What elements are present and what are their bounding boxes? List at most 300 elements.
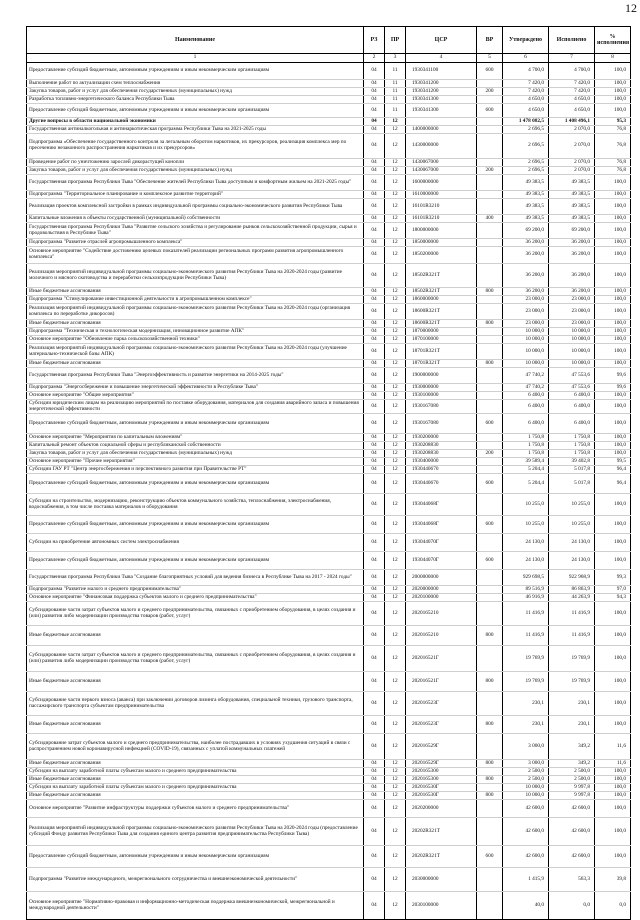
row-csr: 1930208830 [406, 442, 477, 450]
row-vr [477, 199, 503, 215]
row-approved: 7 420,0 [503, 88, 549, 96]
row-csr: 202016521Г [406, 672, 477, 692]
row-vr [477, 400, 503, 414]
row-csr: 18502R321Т [406, 264, 477, 288]
row-approved: 4 650,0 [503, 96, 549, 104]
row-executed: 10 000,0 [549, 360, 595, 368]
row-name: Предоставление субсидий бюджетным, автономным учреждениям и иным некоммерческим организациям [27, 516, 364, 534]
row-pr: 11 [385, 96, 406, 104]
row-pr: 12 [385, 800, 406, 818]
row-rz: 04 [364, 818, 385, 846]
row-vr [477, 586, 503, 594]
row-approved: 11 416,9 [503, 602, 549, 626]
row-name: Иные бюджетные ассигнования [27, 716, 364, 734]
row-rz: 04 [364, 626, 385, 646]
row-pr: 12 [385, 288, 406, 296]
row-percent: 99,6 [595, 368, 631, 384]
row-percent: 100,0 [595, 392, 631, 400]
row-vr [477, 602, 503, 626]
row-executed: 23 000,0 [549, 296, 595, 304]
row-percent: 100,0 [595, 336, 631, 344]
table-row [27, 776, 631, 784]
row-csr: 1600000000 [406, 175, 477, 191]
row-pr: 12 [385, 296, 406, 304]
row-rz: 04 [364, 552, 385, 570]
table-row [27, 800, 631, 818]
row-approved: 3 000,0 [503, 760, 549, 768]
row-approved: 5 204,4 [503, 474, 549, 494]
row-percent: 100,0 [595, 792, 631, 800]
row-percent: 76,8 [595, 167, 631, 175]
row-rz: 04 [364, 239, 385, 247]
page-number: 12 [625, 1, 637, 15]
row-executed: 7 420,0 [549, 88, 595, 96]
row-rz: 04 [364, 450, 385, 458]
row-rz: 04 [364, 199, 385, 215]
row-pr: 12 [385, 247, 406, 264]
row-rz: 04 [364, 768, 385, 776]
row-rz: 04 [364, 458, 385, 466]
row-approved: 2 696,5 [503, 167, 549, 175]
table-row [27, 646, 631, 672]
row-name: Предоставление субсидий бюджетным, автономным учреждениям и иным некоммерческим организациям [27, 474, 364, 494]
row-pr: 12 [385, 776, 406, 784]
row-name: Субсидирование части затрат субъектов малого и среднего предпринимательства, связанных с приобретением оборудования, в целях создания и (или) развития либо модернизации производства товаров (работ, услуг) [27, 646, 364, 672]
header-number: 1 [27, 54, 364, 63]
row-rz: 04 [364, 734, 385, 760]
row-pr: 12 [385, 784, 406, 792]
row-approved: 2 500,0 [503, 776, 549, 784]
row-executed: 349,2 [549, 734, 595, 760]
row-rz: 04 [364, 215, 385, 223]
table-row [27, 768, 631, 776]
row-percent: 100,0 [595, 328, 631, 336]
row-approved: 1 478 082,5 [503, 118, 549, 126]
table-row [27, 288, 631, 296]
row-executed: 4 700,0 [549, 63, 595, 80]
row-name: Субсидирование части первого взноса (аванса) при заключении договоров лизинга оборудования, специальной техники, грузового транспорта, пассажирского транспорта субъектам предпринимательства [27, 692, 364, 716]
row-pr: 11 [385, 63, 406, 80]
row-rz: 04 [364, 247, 385, 264]
row-executed: 11 416,9 [549, 602, 595, 626]
table-row [27, 118, 631, 126]
row-csr: 202016523Г [406, 692, 477, 716]
row-approved: 19 769,9 [503, 646, 549, 672]
header-vr: ВР [477, 27, 503, 54]
row-rz: 04 [364, 534, 385, 552]
row-vr [477, 239, 503, 247]
row-name: Субсидирование затрат субъектов малого и среднего предпринимательства, наиболее пострадавших в условиях ухудшения ситуаций в связи с распространением новой коронавирусной инфекцией (COVID-19), связанных с уплатой коммунальных платежей [27, 734, 364, 760]
row-approved: 36 200,0 [503, 264, 549, 288]
row-vr [477, 458, 503, 466]
row-vr [477, 304, 503, 320]
row-pr: 12 [385, 586, 406, 594]
row-pr: 12 [385, 466, 406, 474]
table-row [27, 239, 631, 247]
row-executed: 36 200,0 [549, 264, 595, 288]
row-csr: 1930100000 [406, 392, 477, 400]
table-row [27, 320, 631, 328]
row-rz: 04 [364, 646, 385, 672]
row-pr: 12 [385, 175, 406, 191]
row-pr: 12 [385, 474, 406, 494]
table-row [27, 336, 631, 344]
row-approved: 1 750,8 [503, 434, 549, 442]
row-csr: 2000000000 [406, 570, 477, 586]
row-csr: 193044068Г [406, 494, 477, 516]
row-approved: 36 200,0 [503, 239, 549, 247]
row-rz: 04 [364, 776, 385, 784]
row-rz: 04 [364, 846, 385, 868]
row-executed: 230,1 [549, 692, 595, 716]
row-vr [477, 692, 503, 716]
header-approved: Утверждено [503, 27, 549, 54]
row-pr: 12 [385, 602, 406, 626]
row-executed: 2 070,0 [549, 134, 595, 159]
row-rz: 04 [364, 792, 385, 800]
row-csr: 18701R321Т [406, 344, 477, 360]
row-percent: 99,6 [595, 384, 631, 392]
row-approved: 5 204,4 [503, 466, 549, 474]
row-percent: 95,3 [595, 118, 631, 126]
row-vr [477, 126, 503, 134]
table-row [27, 223, 631, 239]
row-percent: 100,0 [595, 223, 631, 239]
row-percent: 100,0 [595, 215, 631, 223]
table-row [27, 534, 631, 552]
row-executed: 19 769,9 [549, 672, 595, 692]
row-vr [477, 892, 503, 920]
row-approved: 10 255,0 [503, 516, 549, 534]
row-csr: 202016530Г [406, 784, 477, 792]
row-percent: 100,0 [595, 450, 631, 458]
row-csr: 2020165300 [406, 768, 477, 776]
row-percent: 100,0 [595, 692, 631, 716]
row-executed: 36 200,0 [549, 247, 595, 264]
row-name: Закупка товаров, работ и услуг для обеспечения государственных (муниципальных) нужд [27, 167, 364, 175]
row-name: Иные бюджетные ассигнования [27, 672, 364, 692]
row-vr [477, 223, 503, 239]
row-name: Подпрограмма "Стимулирование инвестиционной деятельности в агропромышленном комплексе" [27, 296, 364, 304]
row-csr: 202016529Г [406, 760, 477, 768]
row-csr: 2020165210 [406, 626, 477, 646]
row-vr [477, 784, 503, 792]
row-pr: 12 [385, 570, 406, 586]
row-rz: 04 [364, 167, 385, 175]
row-vr: 600 [477, 474, 503, 494]
table-row [27, 88, 631, 96]
row-executed: 39 402,8 [549, 458, 595, 466]
row-executed: 4 650,0 [549, 96, 595, 104]
row-vr: 800 [477, 716, 503, 734]
table-row [27, 602, 631, 626]
row-name: Основное мероприятие "Общие мероприятия" [27, 392, 364, 400]
row-approved: 89 516,9 [503, 586, 549, 594]
row-executed: 10 255,0 [549, 516, 595, 534]
row-vr [477, 96, 503, 104]
row-rz: 04 [364, 400, 385, 414]
row-rz: 04 [364, 288, 385, 296]
row-executed: 1 750,8 [549, 434, 595, 442]
row-executed: 36 200,0 [549, 288, 595, 296]
row-approved: 10 000,0 [503, 344, 549, 360]
row-percent: 11,6 [595, 734, 631, 760]
row-executed: 2 070,0 [549, 126, 595, 134]
row-name: Основное мероприятие "Содействие достижению целевых показателей реализации региональных программ развития агропромышленного комплекса" [27, 247, 364, 264]
row-name: Реализация мероприятий индивидуальной программы социально-экономического развития Республики Тыва на 2020-2024 годы (улучшение материально-технической базы АПК) [27, 344, 364, 360]
row-executed: 36 200,0 [549, 239, 595, 247]
row-rz: 04 [364, 800, 385, 818]
row-csr: 1930341300 [406, 96, 477, 104]
table-row [27, 63, 631, 80]
header-number: 3 [385, 54, 406, 63]
row-vr [477, 344, 503, 360]
row-rz: 04 [364, 760, 385, 768]
row-vr [477, 392, 503, 400]
row-csr: 1800000000 [406, 223, 477, 239]
row-vr [477, 868, 503, 892]
row-csr: 18600R321Т [406, 304, 477, 320]
row-csr: 16101R3210 [406, 199, 477, 215]
row-rz: 04 [364, 392, 385, 400]
table-row [27, 96, 631, 104]
row-vr: 200 [477, 88, 503, 96]
row-csr: 1930341200 [406, 88, 477, 96]
row-executed: 5 017,8 [549, 466, 595, 474]
row-vr [477, 384, 503, 392]
row-approved: 24 130,0 [503, 534, 549, 552]
row-vr [477, 264, 503, 288]
row-executed: 49 383,5 [549, 215, 595, 223]
row-pr: 12 [385, 716, 406, 734]
table-row [27, 594, 631, 602]
table-row [27, 846, 631, 868]
row-approved: 7 420,0 [503, 80, 549, 88]
row-percent: 100,0 [595, 552, 631, 570]
row-name: Подпрограмма "Развитие малого и среднего предпринимательства" [27, 586, 364, 594]
row-rz: 04 [364, 126, 385, 134]
table-row [27, 792, 631, 800]
row-name: Капитальный ремонт объектов социальной сферы и республиканской собственности [27, 442, 364, 450]
row-vr: 600 [477, 552, 503, 570]
row-percent: 100,0 [595, 191, 631, 199]
row-name: Иные бюджетные ассигнования [27, 792, 364, 800]
row-approved: 4 650,0 [503, 104, 549, 118]
row-executed: 1 408 496,1 [549, 118, 595, 126]
table-row [27, 264, 631, 288]
row-pr: 12 [385, 384, 406, 392]
row-name: Государственная антиналкогольная и антинаркотическая программа Республики Тыва на 2021-2025 годы [27, 126, 364, 134]
row-pr: 12 [385, 414, 406, 434]
row-percent: 100,0 [595, 247, 631, 264]
table-row [27, 760, 631, 768]
header-percent: % исполнения [595, 27, 631, 54]
row-percent: 100,0 [595, 320, 631, 328]
table-row [27, 516, 631, 534]
row-approved: 10 000,0 [503, 360, 549, 368]
table-row [27, 360, 631, 368]
table-row [27, 134, 631, 159]
row-csr [406, 118, 477, 126]
row-rz: 04 [364, 320, 385, 328]
row-executed: 563,3 [549, 868, 595, 892]
row-executed: 0,0 [549, 892, 595, 920]
row-name: Капитальные вложения в объекты государственной (муниципальной) собственности [27, 215, 364, 223]
row-approved: 46 916,9 [503, 594, 549, 602]
row-pr: 12 [385, 368, 406, 384]
row-percent: 100,0 [595, 784, 631, 792]
row-pr: 12 [385, 167, 406, 175]
row-name: Закупка товаров, работ и услуг для обеспечения государственных (муниципальных) нужд [27, 450, 364, 458]
row-approved: 40,0 [503, 892, 549, 920]
row-name: Иные бюджетные ассигнования [27, 760, 364, 768]
row-approved: 6 400,0 [503, 400, 549, 414]
row-csr: 202016523Г [406, 716, 477, 734]
row-name: Реализация мероприятий индивидуальной программы социально-экономического развития Республики Тыва на 2020-2024 годы (предоставление субсидий Фонду развития Республики Тыва для создания единого центра развития предпринимательства Республики Тыва) [27, 818, 364, 846]
row-approved: 23 000,0 [503, 304, 549, 320]
row-name: Иные бюджетные ассигнования [27, 776, 364, 784]
table-header [27, 27, 631, 63]
row-executed: 49 383,5 [549, 175, 595, 191]
row-percent: 100,0 [595, 516, 631, 534]
row-percent: 100,0 [595, 264, 631, 288]
header-name: Наименование [27, 27, 364, 54]
budget-execution-table-sheet [26, 26, 630, 911]
row-approved: 11 416,9 [503, 626, 549, 646]
row-executed: 230,1 [549, 716, 595, 734]
row-rz: 04 [364, 784, 385, 792]
row-pr: 12 [385, 734, 406, 760]
row-vr [477, 328, 503, 336]
row-executed: 4 650,0 [549, 104, 595, 118]
row-csr: 1930400000 [406, 458, 477, 466]
row-percent: 100,0 [595, 175, 631, 191]
row-approved: 10 000,0 [503, 784, 549, 792]
row-percent: 100,0 [595, 288, 631, 296]
row-percent: 100,0 [595, 344, 631, 360]
row-name: Подпрограмма "Территориальное планирование и комплексное развитие территорий" [27, 191, 364, 199]
row-vr: 600 [477, 846, 503, 868]
row-pr: 12 [385, 344, 406, 360]
row-name: Основное мероприятие "Прочие мероприятия" [27, 458, 364, 466]
table-row [27, 104, 631, 118]
row-name: Иные бюджетные ассигнования [27, 320, 364, 328]
row-approved: 6 400,0 [503, 392, 549, 400]
row-vr [477, 594, 503, 602]
row-name: Основное мероприятие "Мероприятия по капитальным вложениям" [27, 434, 364, 442]
row-csr: 2020165300 [406, 776, 477, 784]
row-approved: 49 383,5 [503, 175, 549, 191]
row-approved: 47 740,2 [503, 384, 549, 392]
row-approved: 23 000,0 [503, 296, 549, 304]
row-percent: 100,0 [595, 602, 631, 626]
row-rz: 04 [364, 104, 385, 118]
row-percent: 100,0 [595, 296, 631, 304]
header-rz: РЗ [364, 27, 385, 54]
table-row [27, 304, 631, 320]
row-approved: 2 696,5 [503, 159, 549, 167]
row-pr: 12 [385, 494, 406, 516]
row-rz: 04 [364, 602, 385, 626]
row-executed: 10 000,0 [549, 336, 595, 344]
row-vr [477, 818, 503, 846]
row-vr [477, 368, 503, 384]
row-rz: 04 [364, 134, 385, 159]
row-rz: 04 [364, 223, 385, 239]
row-name: Субсидии на строительство, модернизацию, реконструкцию объектов коммунального хозяйства, теплоснабжения, электроснабжения, водоснабжения, в том числе поставка материалов и оборудования [27, 494, 364, 516]
row-executed: 23 000,0 [549, 320, 595, 328]
row-pr: 12 [385, 134, 406, 159]
row-percent: 99,5 [595, 458, 631, 466]
row-rz: 04 [364, 80, 385, 88]
table-row [27, 570, 631, 586]
row-name: Основное мероприятие "Нормативно-правовая и информационно-методическая поддержка внешнеэкономической, межрегиональной и международной деятельности" [27, 892, 364, 920]
row-csr: 1930341300 [406, 104, 477, 118]
row-name: Предоставление субсидий бюджетным, автономным учреждениям и иным некоммерческим организациям [27, 104, 364, 118]
row-executed: 9 997,8 [549, 792, 595, 800]
row-pr: 12 [385, 792, 406, 800]
row-percent: 39,8 [595, 868, 631, 892]
row-pr: 12 [385, 626, 406, 646]
table-row [27, 734, 631, 760]
row-executed: 42 600,0 [549, 818, 595, 846]
row-approved: 49 383,5 [503, 215, 549, 223]
row-vr [477, 80, 503, 88]
row-vr [477, 336, 503, 344]
row-rz: 04 [364, 474, 385, 494]
row-rz: 04 [364, 88, 385, 96]
row-csr: 1400000000 [406, 126, 477, 134]
row-rz: 04 [364, 434, 385, 442]
row-executed: 49 383,5 [549, 199, 595, 215]
row-csr: 18701R321Т [406, 360, 477, 368]
row-csr: 1850200000 [406, 247, 477, 264]
row-percent: 100,0 [595, 776, 631, 784]
row-pr: 12 [385, 239, 406, 247]
row-name: Субсидии юридическим лицам на реализацию мероприятий по поставке оборудования, материалов для создания аварийного запаса и повышения энергетической эффективности [27, 400, 364, 414]
row-executed: 47 553,6 [549, 368, 595, 384]
row-approved: 929 698,5 [503, 570, 549, 586]
table-row [27, 494, 631, 516]
row-name: Предоставление субсидий бюджетным, автономным учреждениям и иным некоммерческим организациям [27, 63, 364, 80]
row-vr: 800 [477, 760, 503, 768]
row-approved: 1 415,9 [503, 868, 549, 892]
table-row [27, 296, 631, 304]
row-approved: 69 200,0 [503, 223, 549, 239]
row-csr: 1850000000 [406, 239, 477, 247]
row-rz: 04 [364, 191, 385, 199]
header-pr: ПР [385, 27, 406, 54]
row-rz: 04 [364, 868, 385, 892]
table-row [27, 434, 631, 442]
row-rz: 04 [364, 63, 385, 80]
row-csr: 18600R321Т [406, 320, 477, 328]
row-pr: 12 [385, 199, 406, 215]
row-rz: 04 [364, 360, 385, 368]
table-row [27, 784, 631, 792]
row-executed: 922 968,9 [549, 570, 595, 586]
table-row [27, 458, 631, 466]
row-csr: 1930440670 [406, 474, 477, 494]
row-pr: 12 [385, 191, 406, 199]
table-row [27, 344, 631, 360]
table-row [27, 400, 631, 414]
row-csr: 1870000000 [406, 328, 477, 336]
row-vr: 600 [477, 414, 503, 434]
row-csr: 1930341100 [406, 63, 477, 80]
row-percent: 100,0 [595, 199, 631, 215]
row-rz: 04 [364, 442, 385, 450]
